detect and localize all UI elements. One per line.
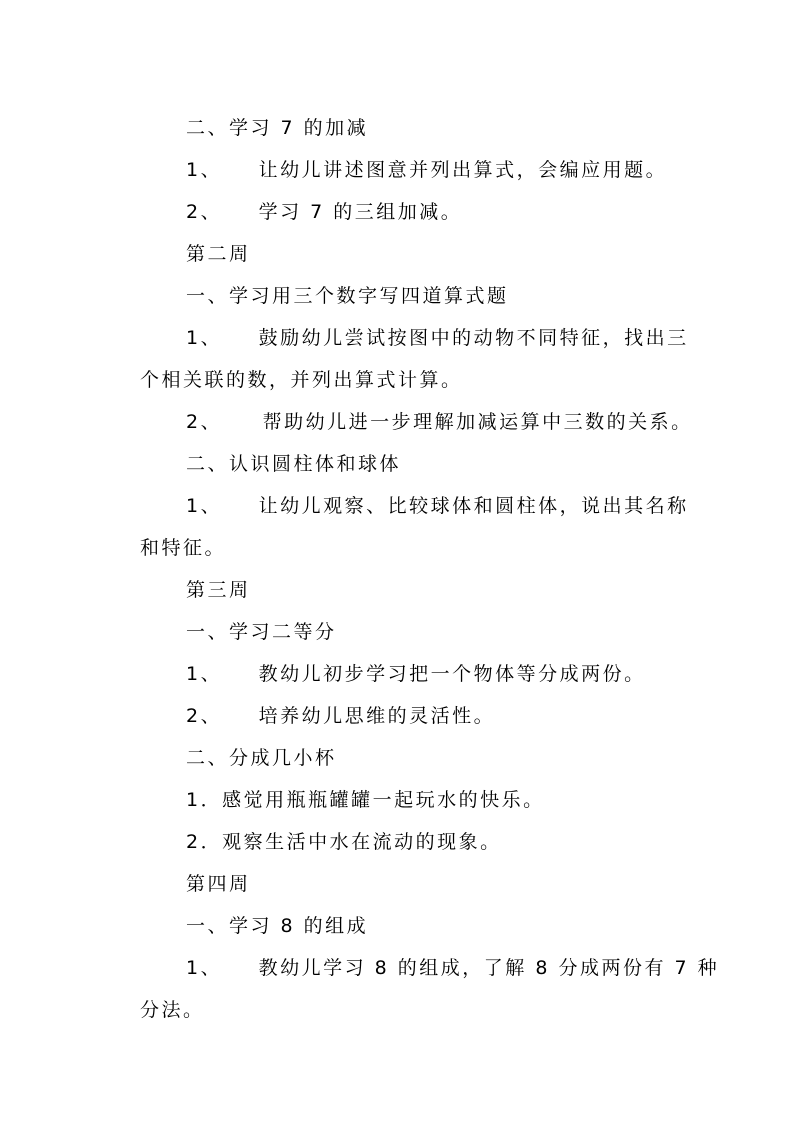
week-heading: 第三周 [186,579,251,601]
list-item-text: 培养幼儿思维的灵活性。 [258,705,496,727]
list-number: 1、 [186,957,223,979]
list-item-continuation: 和特征。 [140,537,227,559]
list-item [186,158,667,182]
list-number: 2、 [186,201,223,223]
list-item-text: 让幼儿观察、比较球体和圆柱体，说出其名称 [258,495,689,517]
list-item-continuation: 个相关联的数，并列出算式计算。 [140,369,463,391]
list-item [186,956,719,980]
list-item [186,704,495,728]
week-heading: 第四周 [186,873,251,895]
section-heading: 一、学习 8 的组成 [186,915,369,937]
list-item: 1．感觉用瓶瓶罐罐一起玩水的快乐。 [186,789,545,811]
list-number: 2、 [186,705,223,727]
list-number: 1、 [186,663,223,685]
section-heading: 一、学习用三个数字写四道算式题 [186,285,509,307]
section-heading: 一、学习二等分 [186,621,337,643]
section-heading: 二、学习 7 的加减 [186,117,369,139]
list-item-text: 学习 7 的三组加减。 [258,201,463,223]
list-item: 2．观察生活中水在流动的现象。 [186,831,502,853]
section-heading: 二、认识圆柱体和球体 [186,453,402,475]
list-item-text: 教幼儿初步学习把一个物体等分成两份。 [258,663,646,685]
section-heading: 二、分成几小杯 [186,747,337,769]
list-number: 1、 [186,495,223,517]
list-item [186,326,689,350]
list-item [186,494,689,518]
list-item-text: 教幼儿学习 8 的组成，了解 8 分成两份有 7 种 [258,957,720,979]
list-item [186,410,693,434]
list-number: 2、 [186,411,223,433]
list-item-text: 鼓励幼儿尝试按图中的动物不同特征，找出三 [258,327,689,349]
list-number: 1、 [186,159,223,181]
list-number: 1、 [186,327,223,349]
list-item [186,662,646,686]
list-item-text: 帮助幼儿进一步理解加减运算中三数的关系。 [262,411,693,433]
list-item-text: 让幼儿讲述图意并列出算式，会编应用题。 [258,159,668,181]
week-heading: 第二周 [186,243,251,265]
list-item [186,200,462,224]
list-item-continuation: 分法。 [140,999,205,1021]
